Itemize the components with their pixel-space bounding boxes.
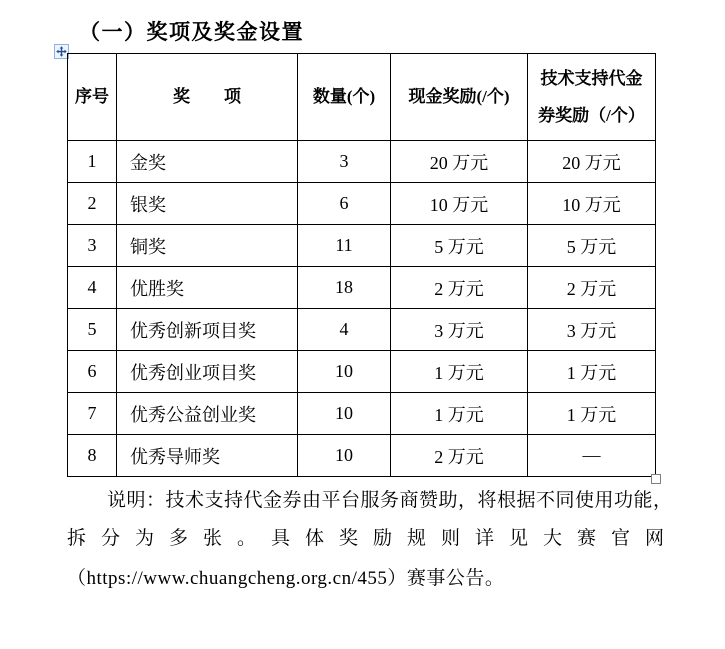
cell-cash-reward: 2 万元 [391,435,528,477]
column-header-voucher-reward: 技术支持代金券奖励（/个） [528,54,656,141]
table-resize-handle[interactable] [651,474,661,484]
cell-quantity: 10 [298,435,391,477]
column-header-quantity: 数量(个) [298,54,391,141]
cell-voucher-reward: 5 万元 [528,225,656,267]
cell-quantity: 11 [298,225,391,267]
header-row [68,54,656,141]
cell-award-name: 铜奖 [117,225,298,267]
table-row [68,351,656,393]
table-row [68,435,656,477]
cell-index: 5 [68,309,117,351]
cell-quantity: 4 [298,309,391,351]
cell-quantity: 6 [298,183,391,225]
cell-award-name: 优秀创业项目奖 [117,351,298,393]
cell-index: 2 [68,183,117,225]
cell-index: 3 [68,225,117,267]
cell-voucher-reward: 1 万元 [528,351,656,393]
cell-award-name: 优秀公益创业奖 [117,393,298,435]
table-row [68,183,656,225]
awards-table [67,53,656,477]
cell-index: 7 [68,393,117,435]
cell-award-name: 优秀创新项目奖 [117,309,298,351]
table-row [68,225,656,267]
column-header-index: 序号 [68,54,117,141]
cell-voucher-reward: — [528,435,656,477]
table-row [68,267,656,309]
cell-voucher-reward: 10 万元 [528,183,656,225]
cell-quantity: 10 [298,393,391,435]
cell-cash-reward: 2 万元 [391,267,528,309]
cell-award-name: 优胜奖 [117,267,298,309]
cell-quantity: 10 [298,351,391,393]
cell-cash-reward: 1 万元 [391,393,528,435]
cell-index: 4 [68,267,117,309]
table-row [68,393,656,435]
cell-quantity: 18 [298,267,391,309]
cell-quantity: 3 [298,141,391,183]
cell-award-name: 银奖 [117,183,298,225]
cell-cash-reward: 10 万元 [391,183,528,225]
column-header-cash-reward: 现金奖励(/个) [391,54,528,141]
note-line-1: 说明：技术支持代金券由平台服务商赞助，将根据不同使用功能， [107,490,673,511]
move-arrows-icon [56,46,67,57]
cell-award-name: 优秀导师奖 [117,435,298,477]
cell-voucher-reward: 3 万元 [528,309,656,351]
note-line-2: 拆分为多张。具体奖励规则详见大赛官网 [67,528,680,549]
cell-cash-reward: 1 万元 [391,351,528,393]
note-line-3: （https://www.chuangcheng.org.cn/455）赛事公告。 [67,568,505,589]
table-row [68,141,656,183]
cell-index: 8 [68,435,117,477]
cell-index: 1 [68,141,117,183]
cell-voucher-reward: 20 万元 [528,141,656,183]
cell-voucher-reward: 1 万元 [528,393,656,435]
cell-cash-reward: 5 万元 [391,225,528,267]
cell-cash-reward: 3 万元 [391,309,528,351]
section-title: （一）奖项及奖金设置 [79,20,304,44]
cell-award-name: 金奖 [117,141,298,183]
column-header-award: 奖 项 [117,54,298,141]
table-row [68,309,656,351]
cell-index: 6 [68,351,117,393]
cell-cash-reward: 20 万元 [391,141,528,183]
cell-voucher-reward: 2 万元 [528,267,656,309]
